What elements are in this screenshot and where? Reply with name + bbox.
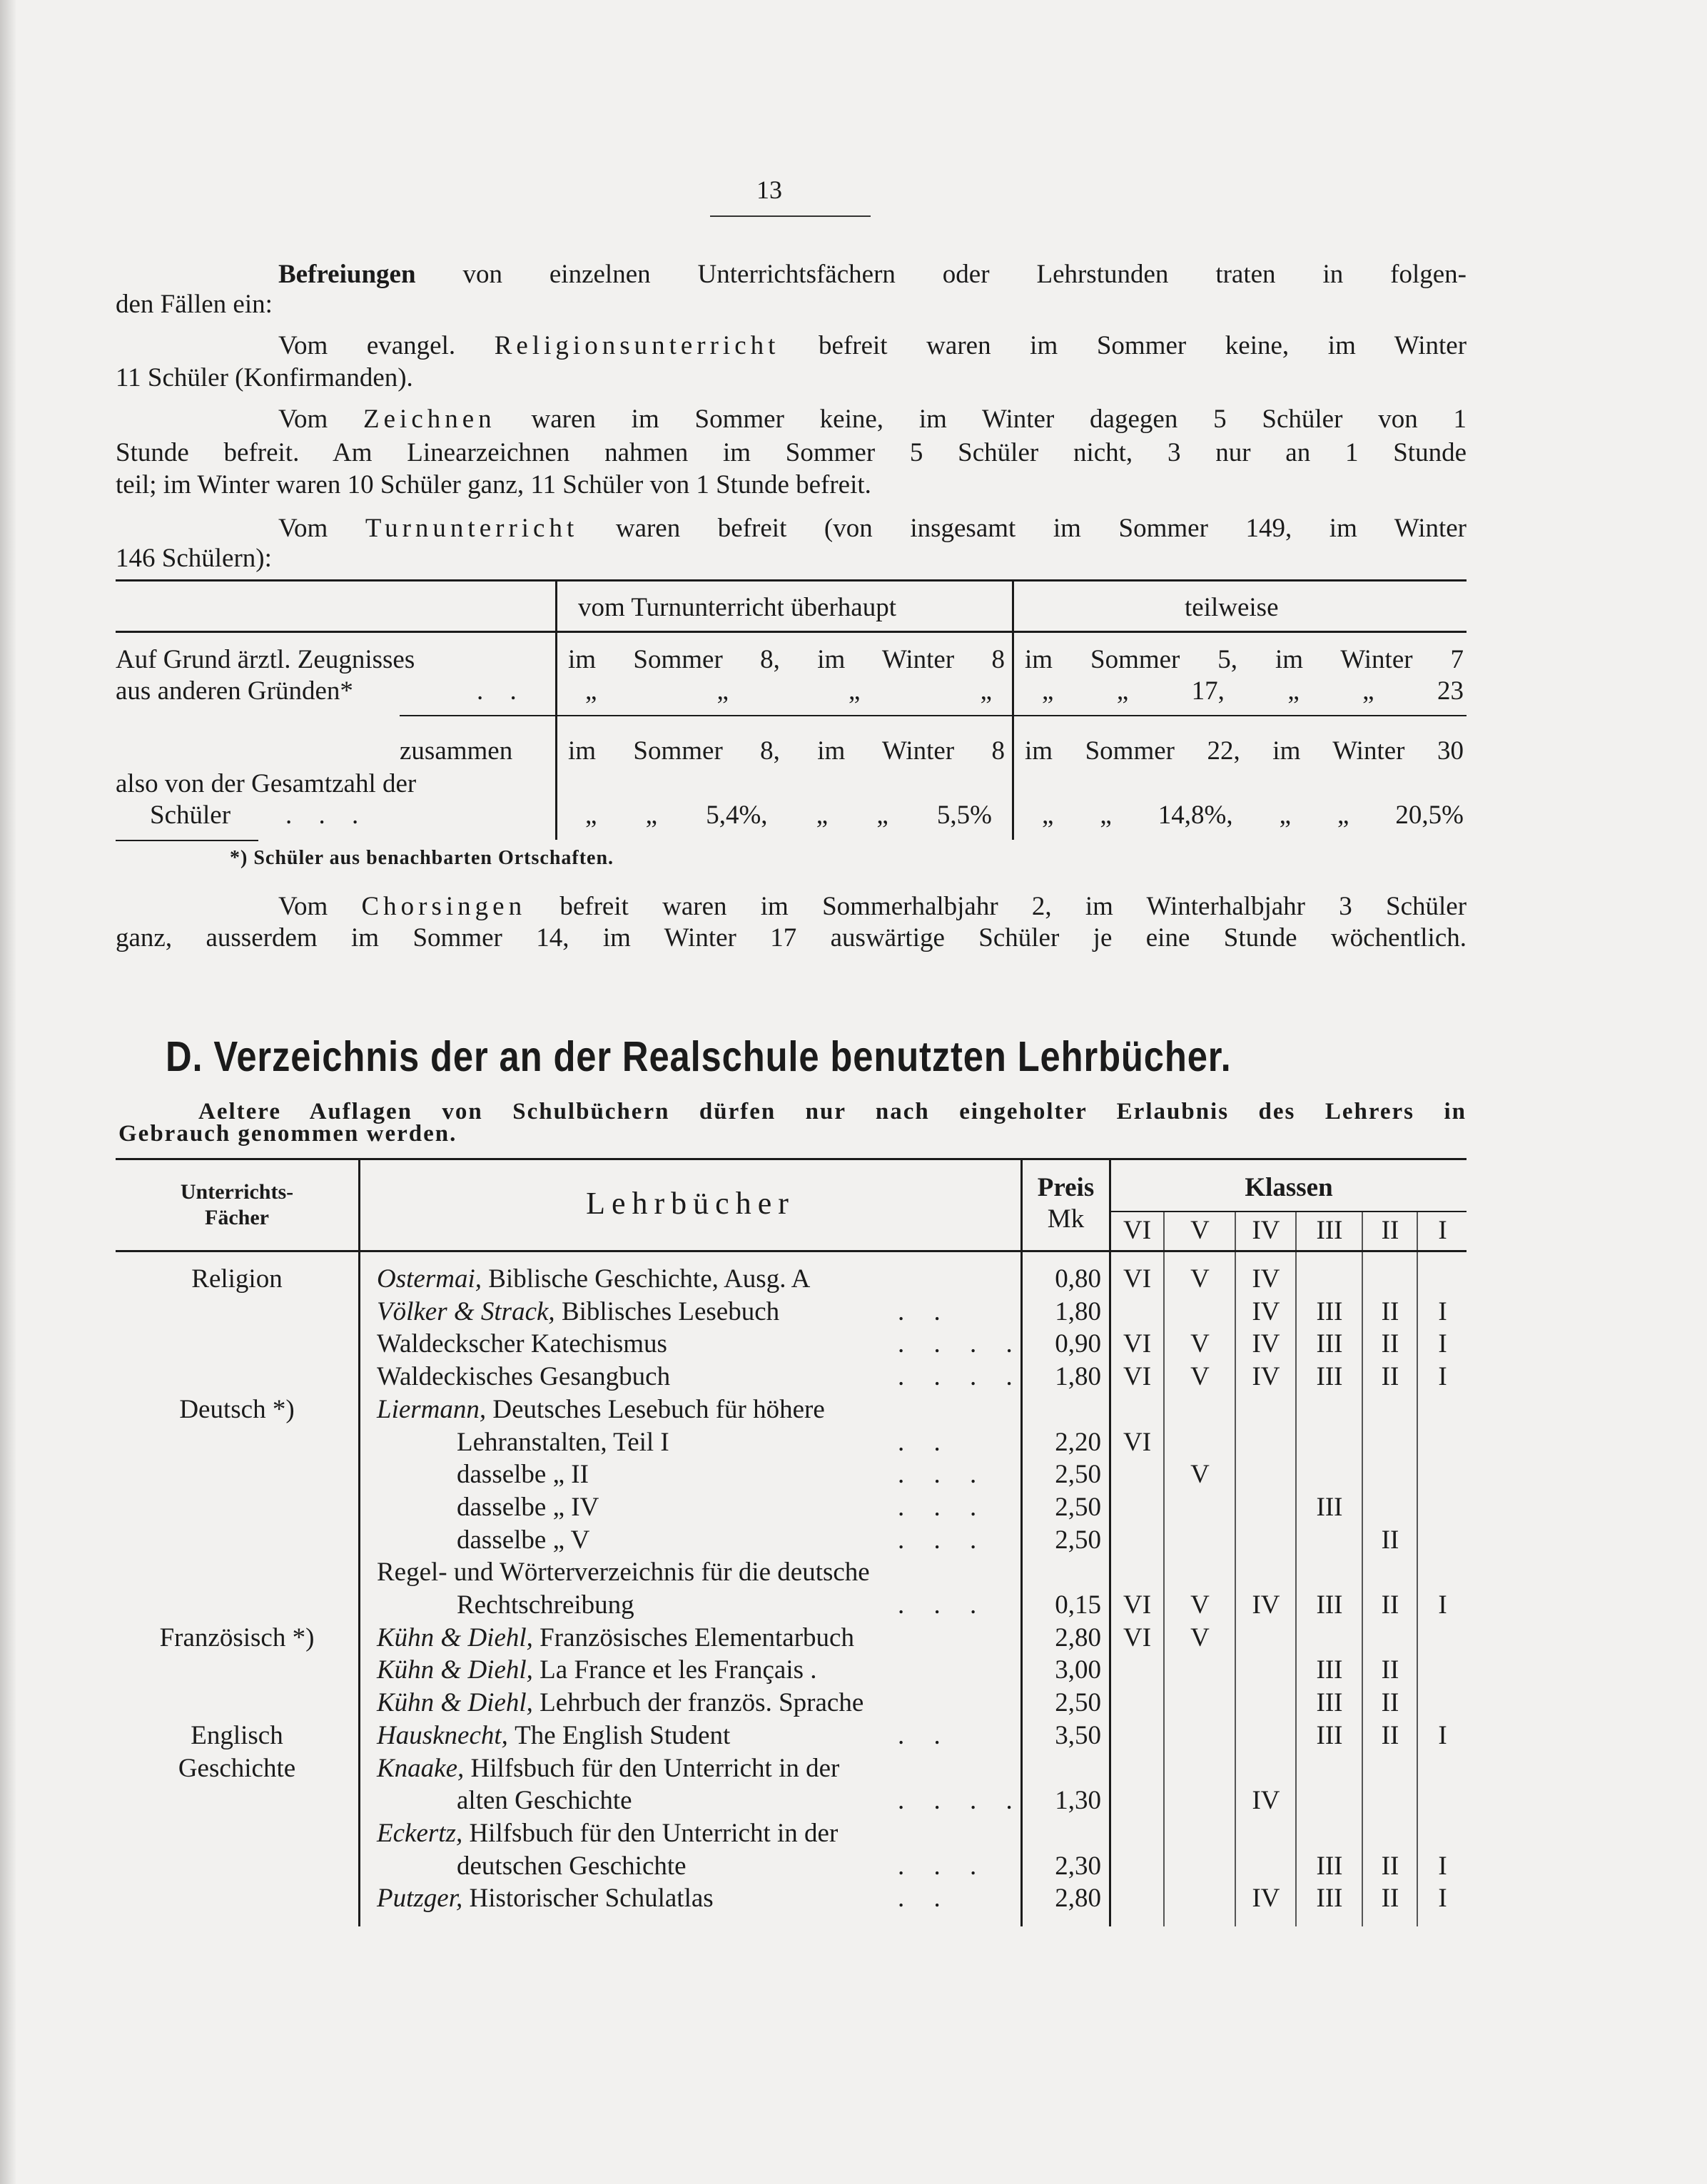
turn-row4-label-2: Schüler	[150, 801, 231, 830]
book-class-II: II	[1381, 1884, 1399, 1913]
turn-row2-partial: „ „ 17, „ „ 23	[1042, 676, 1464, 706]
books-divider-III	[1362, 1212, 1363, 1926]
book-price: 1,80	[1055, 1362, 1101, 1391]
col-subject-header-1: Unterrichts-	[180, 1180, 294, 1204]
class-header-V: V	[1190, 1216, 1210, 1245]
book-price: 0,80	[1055, 1264, 1101, 1294]
book-title-cell	[377, 1752, 839, 1785]
page-number: 13	[756, 176, 782, 204]
class-header-VI: VI	[1123, 1216, 1152, 1245]
religion-line-1	[278, 330, 1467, 362]
class-header-I: I	[1438, 1216, 1447, 1245]
book-class-II: II	[1381, 1297, 1399, 1326]
zeichnen-spaced: Zeichnen	[363, 405, 496, 434]
book-price: 2,50	[1055, 1460, 1101, 1489]
book-author: Kühn & Diehl,	[377, 1623, 540, 1652]
book-class-III: III	[1316, 1297, 1343, 1326]
book-price: 2,80	[1055, 1884, 1101, 1913]
turn-row3-label: zusammen	[400, 736, 513, 766]
book-class-VI: VI	[1123, 1264, 1152, 1294]
book-title-cell	[377, 1687, 863, 1720]
book-title-cell	[457, 1589, 634, 1622]
zeichnen-text-a: Vom	[278, 405, 328, 434]
book-price: 2,30	[1055, 1852, 1101, 1881]
col-subject-header-2: Fächer	[205, 1206, 269, 1229]
section-d-note-1: Aeltere Auflagen von Schulbüchern dürfen nur nach eingeholter Erlaubnis des Lehrers in	[198, 1099, 1467, 1124]
turnen-text-c: waren befreit (von insgesamt im Sommer 149, im Winter	[615, 514, 1467, 543]
book-author: Völker & Strack,	[377, 1297, 562, 1326]
turn-row2-dots: . .	[477, 676, 527, 706]
books-table-header-rule	[116, 1250, 1467, 1252]
book-class-VI: VI	[1123, 1623, 1152, 1652]
book-title-cell	[377, 1817, 838, 1850]
religion-spaced: Religionsunterricht	[494, 331, 780, 360]
page-number-rule	[710, 215, 871, 217]
zeichnen-text-c: waren im Sommer keine, im Winter dagegen 5 Schüler von 1	[531, 405, 1467, 434]
footnote-rule	[116, 840, 258, 841]
book-class-III: III	[1316, 1852, 1343, 1881]
book-author: Liermann,	[377, 1395, 493, 1424]
book-title: deutschen Geschichte	[457, 1852, 687, 1881]
book-class-I: I	[1438, 1362, 1447, 1391]
book-class-V: V	[1190, 1362, 1210, 1391]
book-title: Hilfsbuch für den Unterricht in der	[470, 1754, 840, 1783]
book-title-cell	[377, 1622, 854, 1655]
book-title: Rechtschreibung	[457, 1590, 634, 1620]
turn-table-divider-1	[555, 579, 557, 840]
book-class-I: I	[1438, 1721, 1447, 1750]
book-dots: . . . .	[898, 1362, 1024, 1391]
book-title-cell	[457, 1784, 632, 1817]
books-divider-subject	[358, 1158, 360, 1926]
book-class-V: V	[1190, 1623, 1210, 1652]
turn-row1-partial: im Sommer 5, im Winter 7	[1025, 645, 1464, 674]
book-class-VI: VI	[1123, 1362, 1152, 1391]
turn-row3-partial: im Sommer 22, im Winter 30	[1025, 736, 1464, 766]
book-price: 1,80	[1055, 1297, 1101, 1326]
book-class-V: V	[1190, 1264, 1210, 1294]
book-price: 2,80	[1055, 1623, 1101, 1652]
book-dots: . . .	[898, 1525, 988, 1555]
books-divider-V	[1235, 1212, 1236, 1926]
book-price: 3,00	[1055, 1655, 1101, 1685]
book-price: 2,20	[1055, 1428, 1101, 1457]
book-class-III: III	[1316, 1590, 1343, 1620]
col-price-header-2: Mk	[1047, 1204, 1085, 1234]
turn-table-sum-rule	[400, 715, 1467, 716]
chorsingen-line-2: ganz, ausserdem im Sommer 14, im Winter 17 auswärtige Schüler je eine Stunde wöchentlich.	[116, 923, 1467, 953]
turnen-spaced: Turnunterricht	[365, 514, 579, 543]
chorsingen-text-a: Vom	[278, 892, 328, 921]
book-class-III: III	[1316, 1655, 1343, 1685]
col-books-header: Lehrbücher	[586, 1186, 795, 1221]
befreiungen-line-1	[278, 258, 1467, 291]
book-price: 0,15	[1055, 1590, 1101, 1620]
zeichnen-line-2: Stunde befreit. Am Linearzeichnen nahmen im Sommer 5 Schüler nicht, 3 nur an 1 Stunde	[116, 438, 1467, 467]
book-title-cell	[457, 1458, 589, 1491]
book-title: dasselbe „ V	[457, 1525, 590, 1555]
zeichnen-line-1	[278, 403, 1467, 436]
book-class-III: III	[1316, 1362, 1343, 1391]
book-title-cell	[377, 1296, 779, 1329]
books-divider-II	[1417, 1212, 1418, 1926]
book-author: Knaake,	[377, 1754, 471, 1783]
turn-row2-label: aus anderen Gründen*	[116, 676, 353, 706]
turn-table-top-rule	[116, 579, 1467, 581]
book-title: Biblische Geschichte, Ausg. A	[488, 1264, 811, 1294]
book-class-III: III	[1316, 1493, 1343, 1522]
class-header-II: II	[1381, 1216, 1399, 1245]
book-dots: . .	[898, 1721, 952, 1750]
religion-line-2: 11 Schüler (Konfirmanden).	[116, 363, 413, 392]
book-class-I: I	[1438, 1852, 1447, 1881]
book-class-II: II	[1381, 1525, 1399, 1555]
books-table-top-rule	[116, 1158, 1467, 1160]
book-class-II: II	[1381, 1721, 1399, 1750]
class-header-IV: IV	[1252, 1216, 1280, 1245]
book-title: Deutsches Lesebuch für höhere	[492, 1395, 825, 1424]
book-class-II: II	[1381, 1590, 1399, 1620]
book-price: 3,50	[1055, 1721, 1101, 1750]
book-dots: . . .	[898, 1493, 988, 1522]
book-author: Putzger,	[377, 1884, 470, 1913]
book-class-I: I	[1438, 1297, 1447, 1326]
turn-row4-partial: „ „ 14,8%, „ „ 20,5%	[1042, 801, 1464, 830]
book-title-cell	[377, 1720, 730, 1752]
book-dots: . . . .	[898, 1786, 1024, 1815]
col-price-header-1: Preis	[1037, 1173, 1095, 1202]
book-class-V: V	[1190, 1329, 1210, 1358]
book-title: Lehranstalten, Teil I	[457, 1428, 669, 1457]
book-dots: . .	[898, 1297, 952, 1326]
book-class-VI: VI	[1123, 1329, 1152, 1358]
book-class-III: III	[1316, 1721, 1343, 1750]
book-title-cell	[377, 1556, 870, 1589]
turnen-line-2: 146 Schülern):	[116, 544, 272, 573]
books-divider-IV	[1295, 1212, 1297, 1926]
book-title: Hilfsbuch für den Unterricht in der	[469, 1819, 839, 1848]
book-title-cell	[377, 1328, 667, 1361]
book-subject: Französisch *)	[159, 1623, 315, 1652]
col-classes-header: Klassen	[1245, 1173, 1333, 1202]
turn-row3-overall: im Sommer 8, im Winter 8	[568, 736, 1005, 766]
book-class-IV: IV	[1252, 1884, 1280, 1913]
book-title: Historischer Schulatlas	[469, 1884, 714, 1913]
book-dots: . . .	[898, 1852, 988, 1881]
book-class-II: II	[1381, 1655, 1399, 1685]
chorsingen-line-1	[278, 890, 1467, 923]
book-title: Waldeckisches Gesangbuch	[377, 1362, 671, 1391]
turn-table-header-rule	[116, 631, 1467, 633]
book-class-II: II	[1381, 1329, 1399, 1358]
book-title-cell	[377, 1361, 670, 1393]
turn-row1-overall: im Sommer 8, im Winter 8	[568, 645, 1005, 674]
books-divider-VI	[1163, 1212, 1165, 1926]
book-class-IV: IV	[1252, 1264, 1280, 1294]
book-author: Eckertz,	[377, 1819, 470, 1848]
befreiungen-line-2: den Fällen ein:	[116, 290, 273, 319]
book-class-IV: IV	[1252, 1590, 1280, 1620]
book-title-cell	[457, 1850, 687, 1883]
book-title: dasselbe „ II	[457, 1460, 589, 1489]
book-subject: Geschichte	[178, 1754, 296, 1783]
book-title-cell	[377, 1882, 714, 1915]
book-title-cell	[377, 1654, 817, 1687]
book-price: 0,90	[1055, 1329, 1101, 1358]
book-title: Waldeckscher Katechismus	[377, 1329, 667, 1358]
book-title: Lehrbuch der französ. Sprache	[540, 1688, 864, 1717]
book-class-I: I	[1438, 1884, 1447, 1913]
book-price: 1,30	[1055, 1786, 1101, 1815]
turn-footnote: *) Schüler aus benachbarten Ortschaften.	[230, 847, 614, 869]
book-class-IV: IV	[1252, 1786, 1280, 1815]
turnen-text-a: Vom	[278, 514, 328, 543]
religion-text-a: Vom evangel.	[278, 331, 456, 360]
book-author: Kühn & Diehl,	[377, 1688, 540, 1717]
book-title-cell	[377, 1263, 810, 1296]
book-title: Französisches Elementarbuch	[540, 1623, 854, 1652]
book-class-I: I	[1438, 1329, 1447, 1358]
book-class-V: V	[1190, 1590, 1210, 1620]
class-header-III: III	[1316, 1216, 1343, 1245]
book-title-cell	[457, 1426, 669, 1459]
book-class-IV: IV	[1252, 1297, 1280, 1326]
book-title: La France et les Français .	[540, 1655, 817, 1685]
book-price: 2,50	[1055, 1493, 1101, 1522]
book-title-cell	[457, 1491, 599, 1524]
book-class-I: I	[1438, 1590, 1447, 1620]
page-edge-shadow	[0, 0, 16, 2184]
turn-table-divider-2	[1012, 579, 1014, 840]
turn-row2-overall: „ „ „ „	[585, 676, 992, 706]
zeichnen-line-3: teil; im Winter waren 10 Schüler ganz, 11 Schüler von 1 Stunde befreit.	[116, 470, 871, 499]
book-dots: . . .	[898, 1590, 988, 1620]
book-subject: Englisch	[191, 1721, 283, 1750]
book-title: The English Student	[515, 1721, 731, 1750]
book-class-III: III	[1316, 1329, 1343, 1358]
section-d-note-2: Gebrauch genommen werden.	[118, 1121, 457, 1147]
chorsingen-text-c: befreit waren im Sommerhalbjahr 2, im Winterhalbjahr 3 Schüler	[559, 892, 1467, 921]
book-dots: . . .	[898, 1460, 988, 1489]
book-dots: . .	[898, 1428, 952, 1457]
turn-row4-overall: „ „ 5,4%, „ „ 5,5%	[585, 801, 992, 830]
book-subject: Religion	[191, 1264, 283, 1294]
book-title-cell	[377, 1393, 825, 1426]
book-price: 2,50	[1055, 1525, 1101, 1555]
book-class-III: III	[1316, 1884, 1343, 1913]
book-class-IV: IV	[1252, 1329, 1280, 1358]
book-author: Ostermai,	[377, 1264, 489, 1294]
turn-row4-label-1: also von der Gesamtzahl der	[116, 769, 417, 798]
turn-col-partial: teilweise	[1185, 593, 1279, 622]
book-title: dasselbe „ IV	[457, 1493, 599, 1522]
book-class-VI: VI	[1123, 1590, 1152, 1620]
book-class-VI: VI	[1123, 1428, 1152, 1457]
book-dots: . . . .	[898, 1329, 1024, 1358]
book-author: Hausknecht,	[377, 1721, 515, 1750]
book-title: alten Geschichte	[457, 1786, 632, 1815]
book-dots: . .	[898, 1884, 952, 1913]
book-class-III: III	[1316, 1688, 1343, 1717]
book-title: Regel- und Wörterverzeichnis für die deutsche	[377, 1558, 870, 1587]
befreiungen-bold: Befreiungen	[278, 260, 416, 289]
book-title: Biblisches Lesebuch	[561, 1297, 780, 1326]
book-class-II: II	[1381, 1688, 1399, 1717]
book-title-cell	[457, 1524, 589, 1557]
book-class-IV: IV	[1252, 1362, 1280, 1391]
book-class-V: V	[1190, 1460, 1210, 1489]
book-subject: Deutsch *)	[179, 1395, 295, 1424]
classes-sub-rule	[1111, 1211, 1467, 1212]
section-d-heading: D. Verzeichnis der an der Realschule benutzten Lehrbücher.	[166, 1033, 1232, 1080]
chorsingen-spaced: Chorsingen	[361, 892, 527, 921]
book-class-II: II	[1381, 1362, 1399, 1391]
turn-row1-label: Auf Grund ärztl. Zeugnisses	[116, 645, 415, 674]
book-author: Kühn & Diehl,	[377, 1655, 540, 1685]
turn-row4-dots: . . .	[285, 801, 369, 830]
book-price: 2,50	[1055, 1688, 1101, 1717]
turn-col-overall: vom Turnunterricht überhaupt	[578, 593, 897, 622]
book-class-II: II	[1381, 1852, 1399, 1881]
turnen-line-1	[278, 512, 1467, 545]
religion-text-c: befreit waren im Sommer keine, im Winter	[819, 331, 1467, 360]
befreiungen-intro-text: von einzelnen Unterrichtsfächern oder Lehrstunden traten in folgen-	[462, 260, 1467, 289]
